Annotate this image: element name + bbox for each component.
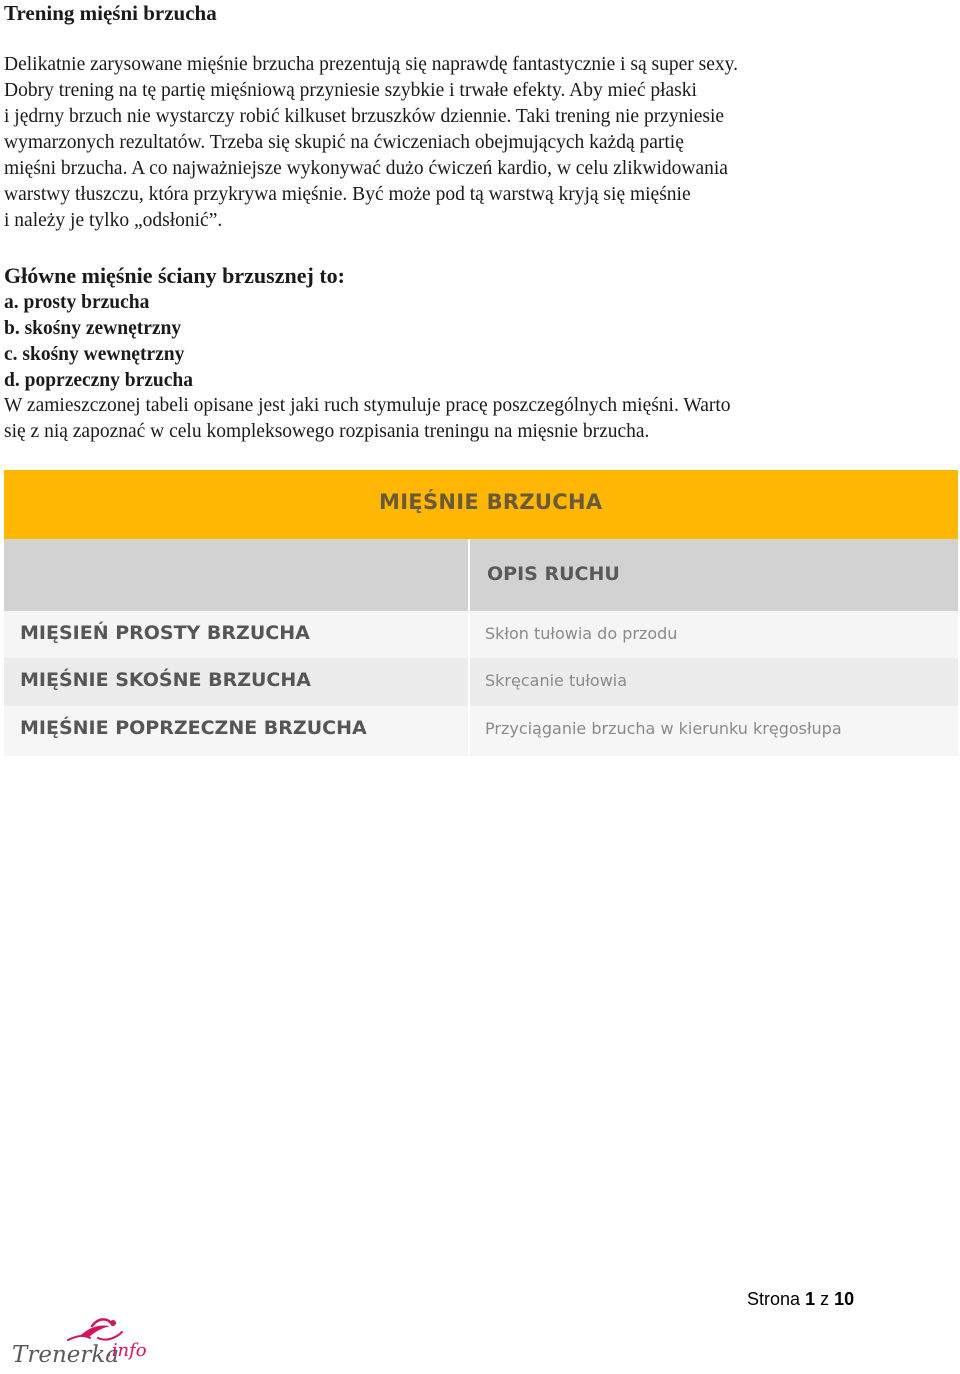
page-total: 10 — [834, 1289, 855, 1309]
intro-paragraph — [4, 52, 954, 234]
muscle-cell: MIĘŚNIE SKOŚNE BRZUCHA — [20, 669, 311, 691]
table-row — [4, 658, 958, 706]
dancer-icon — [68, 1319, 122, 1340]
intro-line: warstwy tłuszczu, która przykrywa mięśnie. Być może pod tą warstwą kryją się mięśnie — [4, 184, 691, 205]
table-header — [4, 470, 958, 539]
column-header-movement: OPIS RUCHU — [487, 563, 620, 585]
logo-text-accent: .info — [106, 1340, 147, 1361]
table-title: MIĘŚNIE BRZUCHA — [379, 490, 603, 514]
list-item: d. poprzeczny brzucha — [4, 370, 194, 391]
page-title: Trening mięśni brzucha — [4, 1, 217, 25]
intro-line: mięśni brzucha. A co najważniejsze wykonywać dużo ćwiczeń kardio, w celu zlikwidowania — [4, 158, 728, 179]
muscle-list — [4, 290, 193, 394]
outro-paragraph — [4, 393, 954, 445]
column-divider — [468, 658, 470, 706]
table-row — [4, 611, 958, 658]
muscle-cell: MIĘSIEŃ PROSTY BRZUCHA — [20, 622, 310, 644]
page-current: 1 — [805, 1289, 816, 1309]
logo-text-main: Trenerka — [12, 1342, 120, 1368]
column-divider — [468, 539, 470, 611]
intro-line: i należy je tylko „odsłonić”. — [4, 210, 223, 231]
outro-line: się z nią zapoznać w celu kompleksowego rozpisania treningu na mięsnie brzucha. — [4, 421, 650, 442]
page-of: z — [820, 1289, 830, 1309]
column-divider — [468, 611, 470, 659]
outro-line: W zamieszczonej tabeli opisane jest jaki ruch stymuluje pracę poszczególnych mięśni. Warto — [4, 395, 731, 416]
column-divider — [468, 706, 470, 754]
trenerka-logo — [10, 1316, 150, 1372]
intro-line: wymarzonych rezultatów. Trzeba się skupić na ćwiczeniach obejmujących każdą partię — [4, 132, 684, 153]
movement-cell: Skłon tułowia do przodu — [485, 624, 678, 643]
list-item: b. skośny zewnętrzny — [4, 318, 182, 339]
list-item: a. prosty brzucha — [4, 292, 150, 313]
intro-line: Dobry trening na tę partię mięśniową przyniesie szybkie i trwałe efekty. Aby mieć płaski — [4, 80, 697, 101]
section-heading: Główne mięśnie ściany brzusznej to: — [4, 263, 345, 288]
page-number — [747, 1289, 854, 1310]
table-row — [4, 706, 958, 756]
list-item: c. skośny wewnętrzny — [4, 344, 185, 365]
intro-line: Delikatnie zarysowane mięśnie brzucha prezentują się naprawdę fantastycznie i są super sexy. — [4, 54, 739, 75]
muscle-table — [4, 470, 958, 756]
table-subheader — [4, 539, 958, 611]
muscle-cell: MIĘŚNIE POPRZECZNE BRZUCHA — [20, 717, 367, 739]
movement-cell: Przyciąganie brzucha w kierunku kręgosłupa — [485, 719, 842, 738]
page-word: Strona — [747, 1289, 801, 1309]
movement-cell: Skręcanie tułowia — [485, 671, 628, 690]
intro-line: i jędrny brzuch nie wystarczy robić kilkuset brzuszków dziennie. Taki trening nie przyniesie — [4, 106, 725, 127]
